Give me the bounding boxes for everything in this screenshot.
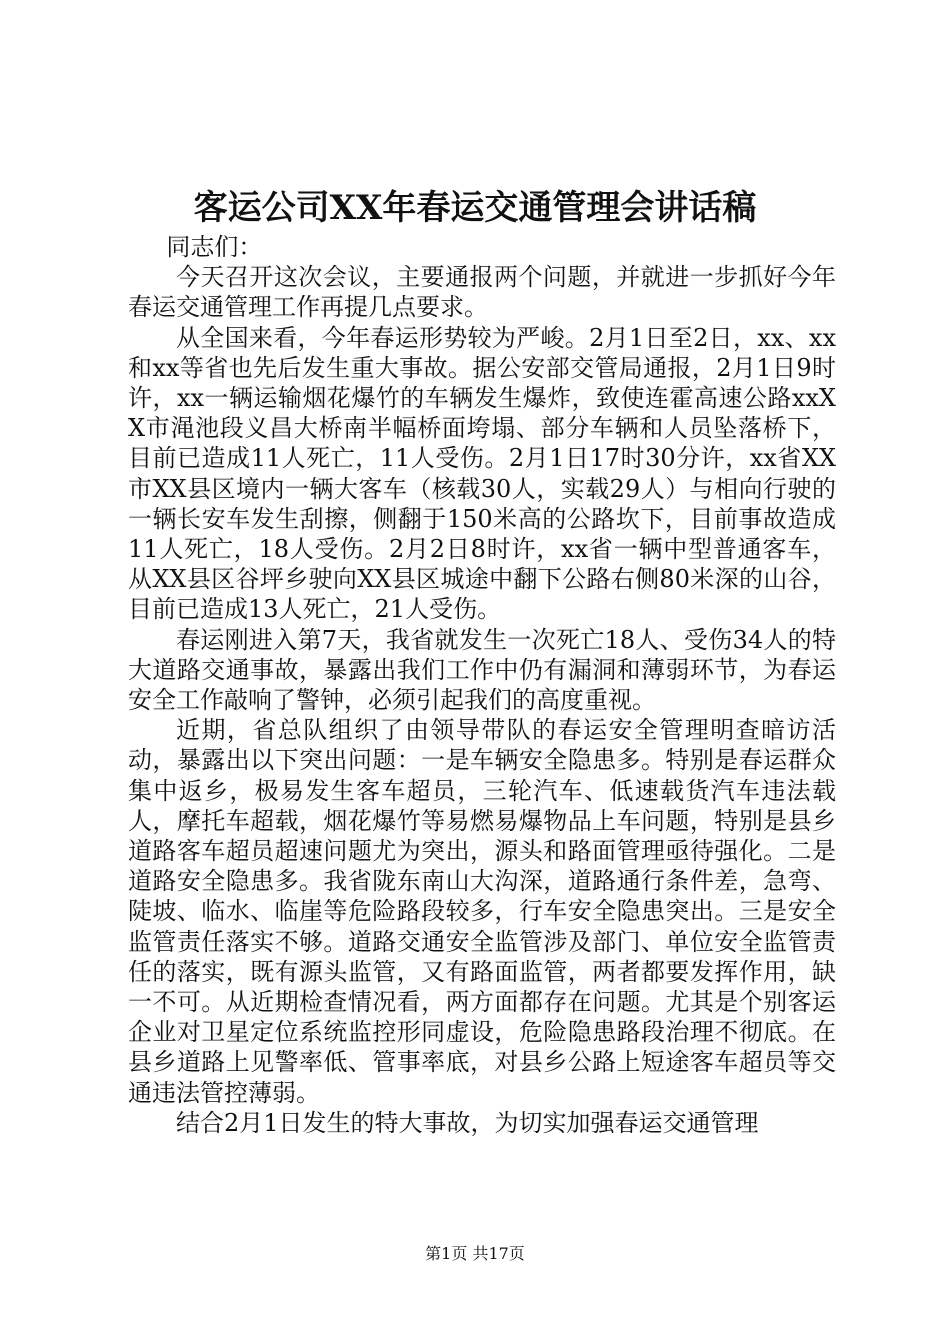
page-footer: 第1页 共17页 [425, 1244, 525, 1263]
paragraph-4: 近期，省总队组织了由领导带队的春运安全管理明查暗访活动，暴露出以下突出问题：一是车辆安全隐患多。特别是春运群众集中返乡，极易发生客车超员，三轮汽车、低速载货汽车违法载人，摩托车超载，烟花爆竹等易燃易爆物品上车问题，特别是县乡道路客车超员超速问题尤为突出，源头和路面管理亟待强化。二是道路安全隐患多。我省陇东南山大沟深，道路通行条件差，急弯、陡坡、临水、临崖等危险路段较多，行车安全隐患突出。三是安全监管责任落实不够。道路交通安全监管涉及部门、单位安全监管责任的落实，既有源头监管，又有路面监管，两者都要发挥作用，缺一不可。从近期检查情况看，两方面都存在问题。尤其是个别客运企业对卫星定位系统监控形同虚设，危险隐患路段治理不彻底。在县乡道路上见警率低、管事率底，对县乡公路上短途客车超员等交通违法管控薄弱。 [128, 716, 836, 1107]
paragraph-5: 结合2月1日发生的特大事故，为切实加强春运交通管理 [176, 1108, 759, 1137]
paragraph-3: 春运刚进入第7天，我省就发生一次死亡18人、受伤34人的特大道路交通事故，暴露出我们工作中仍有漏洞和薄弱环节，为春运安全工作敲响了警钟，必须引起我们的高度重视。 [128, 625, 836, 715]
document-title: 客运公司XX年春运交通管理会讲话稿 [193, 188, 757, 228]
paragraph-2: 从全国来看，今年春运形势较为严峻。2月1日至2日，xx、xx和xx等省也先后发生重大事故。据公安部交管局通报，2月1日9时许，xx一辆运输烟花爆竹的车辆发生爆炸，致使连霍高速公路xxXX市渑池段义昌大桥南半幅桥面垮塌、部分车辆和人员坠落桥下，目前已造成11人死亡，11人受伤。2月1日17时30分许，xx省XX市XX县区境内一辆大客车（核载30人，实载29人）与相向行驶的一辆长安车发生刮擦，侧翻于150米高的公路坎下，目前事故造成11人死亡，18人受伤。2月2日8时许，xx省一辆中型普通客车，从XX县区谷坪乡驶向XX县区城途中翻下公路右侧80米深的山谷，目前已造成13人死亡，21人受伤。 [128, 323, 836, 624]
paragraph-1: 今天召开这次会议，主要通报两个问题，并就进一步抓好今年春运交通管理工作再提几点要求。 [128, 263, 836, 322]
document-body [128, 232, 836, 1138]
salutation: 同志们： [166, 233, 263, 261]
